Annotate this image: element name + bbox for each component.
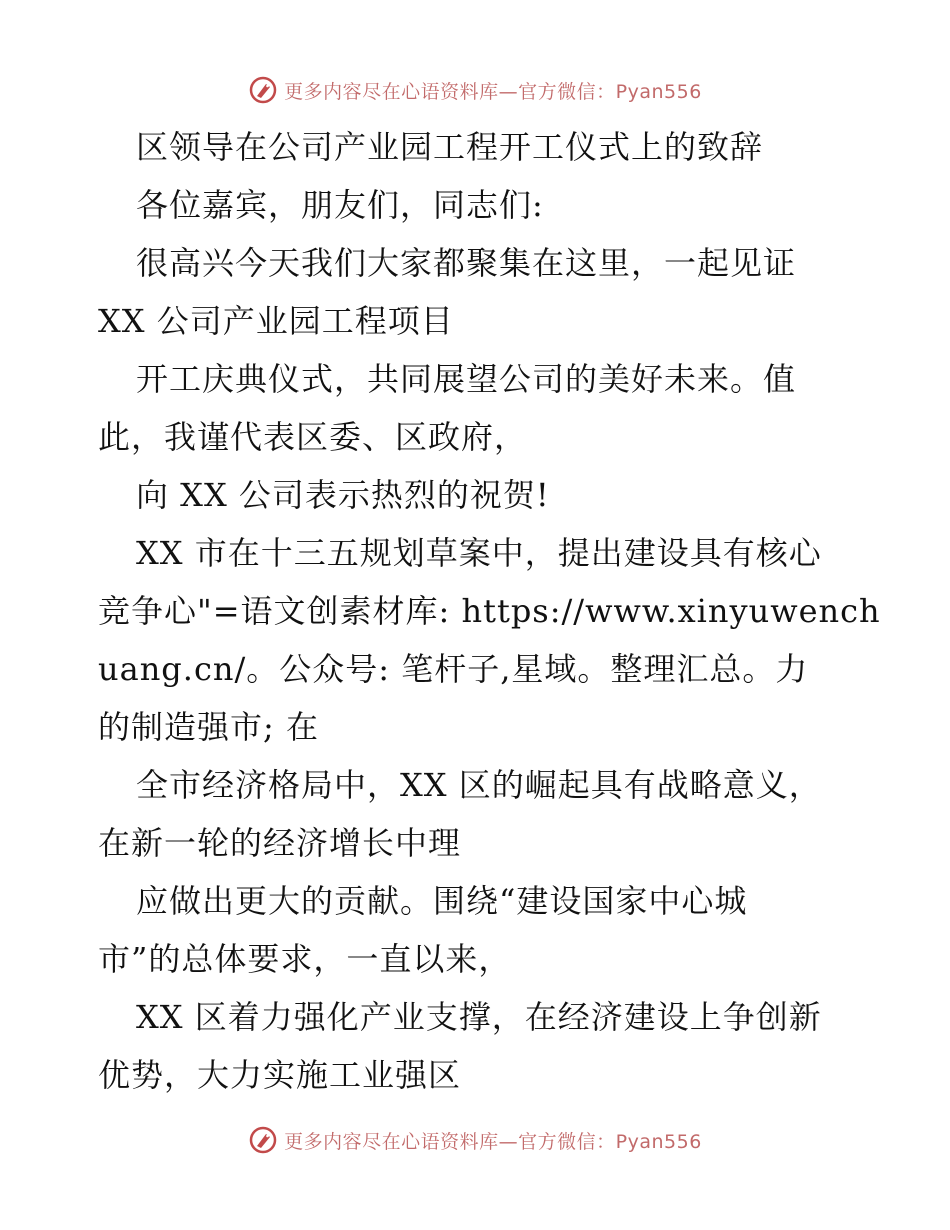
text-line: 全市经济格局中，XX 区的崛起具有战略意义， <box>136 766 822 804</box>
pen-nib-logo-icon <box>248 75 278 105</box>
document-body <box>98 118 881 1104</box>
text-line: 优势，大力实施工业强区 <box>98 1056 462 1094</box>
text-line: 此，我谨代表区委、区政府， <box>98 418 528 456</box>
text-line: 区领导在公司产业园工程开工仪式上的致辞 <box>136 128 764 166</box>
text-line: XX 区着力强化产业支撑，在经济建设上争创新 <box>136 998 822 1036</box>
header-watermark-banner <box>0 70 950 110</box>
text-line: 市”的总体要求，一直以来， <box>98 940 512 978</box>
text-line: XX 市在十三五规划草案中，提出建设具有核心 <box>136 534 822 572</box>
text-line: 各位嘉宾，朋友们，同志们: <box>136 186 544 224</box>
text-line: XX 公司产业园工程项目 <box>98 302 454 340</box>
text-line: 开工庆典仪式，共同展望公司的美好未来。值 <box>136 360 797 398</box>
text-line: 向 XX 公司表示热烈的祝贺! <box>136 476 550 514</box>
footer-watermark-text: 更多内容尽在心语资料库—官方微信：Pyan556 <box>284 1130 702 1153</box>
footer-watermark-banner <box>0 1120 950 1160</box>
text-line: 竞争心"=语文创素材库: https://www.xinyuwench <box>98 592 881 630</box>
text-line: 在新一轮的经济增长中理 <box>98 824 462 862</box>
text-line: uang.cn/。公众号: 笔杆子,星域。整理汇总。力 <box>98 650 809 688</box>
text-line: 的制造强市; 在 <box>98 708 319 746</box>
text-line: 很高兴今天我们大家都聚集在这里，一起见证 <box>136 244 797 282</box>
pen-nib-logo-icon <box>248 1125 278 1155</box>
header-watermark-text: 更多内容尽在心语资料库—官方微信：Pyan556 <box>284 80 702 103</box>
text-line: 应做出更大的贡献。围绕“建设国家中心城 <box>136 882 748 920</box>
